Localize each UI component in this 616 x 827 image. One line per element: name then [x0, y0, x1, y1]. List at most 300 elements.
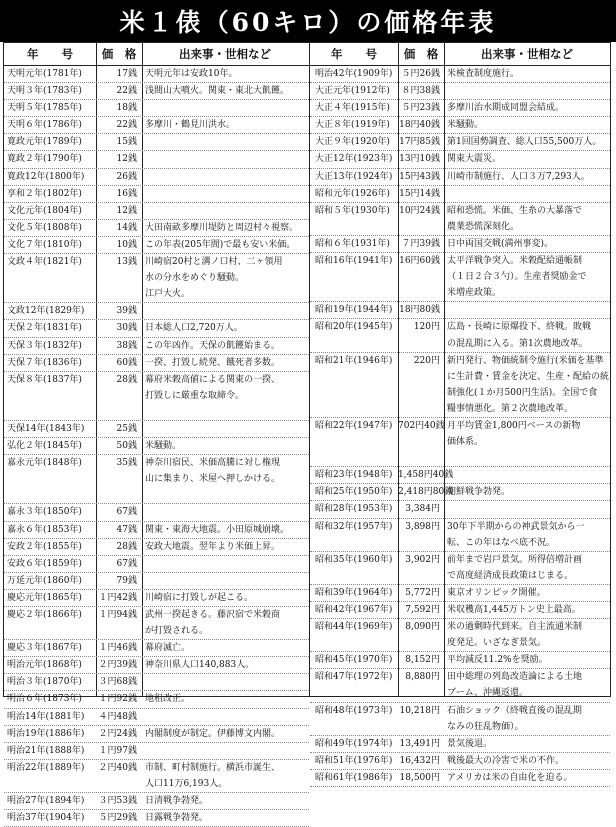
table-row	[310, 685, 610, 702]
price-cell: 28銭	[116, 541, 137, 552]
table-row	[4, 134, 309, 151]
page-title: 米１俵（60キロ）の価格年表	[119, 8, 497, 37]
table-row	[310, 385, 610, 401]
price-cell: 10銭	[116, 239, 137, 250]
price-cell: 120円	[413, 322, 440, 333]
table-row	[4, 270, 309, 286]
era-cell: 文政12年(1829年)	[7, 306, 85, 317]
era-cell: 天明６年(1786年)	[7, 120, 82, 131]
table-row	[310, 285, 610, 302]
table-row	[310, 236, 610, 253]
table-row	[310, 336, 610, 353]
event-cell: 転、この年はなべ底不況。	[447, 537, 556, 548]
price-cell: 12銭	[116, 154, 137, 165]
table-row	[310, 269, 610, 285]
era-cell: 天明３年(1783年)	[7, 86, 82, 97]
era-cell: 寛政元年(1789年)	[7, 137, 82, 148]
right-header	[310, 43, 610, 66]
event-cell: 米増産政策。	[447, 288, 502, 299]
era-cell: 昭和35年(1960年)	[315, 554, 393, 565]
price-cell: 10,218円	[399, 705, 440, 716]
table-row	[310, 585, 610, 602]
era-cell: 昭和６年(1931年)	[315, 238, 390, 249]
table-row	[4, 66, 309, 83]
era-cell: 天保７年(1836年)	[7, 357, 82, 368]
price-cell: 220円	[413, 355, 440, 366]
table-row	[4, 388, 309, 404]
price-cell: 18円40銭	[399, 120, 440, 131]
era-cell: 昭和47年(1972年)	[315, 672, 393, 683]
event-cell: 日中両国交戦(満州事変)。	[447, 238, 554, 249]
table-row	[4, 657, 309, 674]
table-row	[310, 552, 610, 568]
table-row	[4, 504, 309, 521]
era-cell: 昭和42年(1967年)	[315, 605, 393, 615]
table-row	[310, 117, 610, 134]
price-cell: １円42銭	[98, 592, 137, 603]
table-row	[4, 743, 309, 760]
event-cell: 米収穫高1,445万トン史上最高。	[447, 605, 581, 615]
price-cell: ４円48銭	[98, 711, 137, 722]
price-cell: 35銭	[116, 458, 137, 469]
era-cell: 明治22年(1889年)	[7, 762, 85, 773]
event-cell: 広島・長崎に原爆投下、終戦。敗戦	[447, 322, 592, 333]
table-row	[4, 320, 309, 337]
price-cell: 3,902円	[405, 554, 440, 565]
event-cell: この年凶作。天保の飢饉始まる。	[145, 340, 281, 351]
event-cell: で高度経済成長政策はじまる。	[447, 570, 574, 581]
price-cell: １円94銭	[98, 610, 137, 620]
price-cell: 26銭	[116, 171, 137, 182]
event-cell: （１日２合３勺）。生産者奨励金で	[447, 272, 587, 283]
event-cell: 東京オリンピック開催。	[447, 587, 546, 598]
table-row	[310, 619, 610, 635]
event-cell: 幕府米穀高値による関東の一揆、	[145, 374, 281, 385]
era-cell: 大正８年(1919年)	[315, 120, 390, 131]
price-cell: 17円85銭	[399, 137, 440, 148]
event-cell: 30年下半期からの神武景気から一	[447, 521, 585, 532]
table-row	[4, 237, 309, 254]
table-row	[310, 369, 610, 385]
era-cell: 明治37年(1904年)	[7, 813, 85, 824]
table-row	[310, 83, 610, 100]
era-cell: 天明５年(1785年)	[7, 103, 82, 114]
era-cell: 大正９年(1920年)	[315, 137, 390, 148]
event-cell: 米検査制度施行。	[447, 69, 520, 79]
price-table	[3, 42, 611, 824]
event-cell: 糧事情悪化。第２次農地改革。	[447, 403, 574, 414]
price-cell: １円97銭	[98, 745, 137, 756]
table-row	[310, 319, 610, 335]
price-cell: 17銭	[116, 69, 137, 79]
table-row	[4, 726, 309, 743]
era-cell: 昭和19年(1944年)	[315, 305, 393, 316]
era-cell: 万延元年(1860年)	[7, 575, 82, 586]
event-cell: 朝鮮戦争勃発。	[447, 487, 511, 498]
era-cell: 慶応３年(1867年)	[7, 643, 82, 654]
price-cell: 67銭	[116, 558, 137, 569]
price-cell: 10円24銭	[399, 205, 440, 216]
event-cell: 水の分水をめぐり騒動。	[145, 273, 245, 284]
price-cell: 8,152円	[405, 655, 440, 666]
table-row	[4, 776, 309, 793]
price-cell: 18銭	[116, 103, 137, 114]
table-row	[4, 487, 309, 504]
table-row	[4, 793, 309, 810]
event-cell: 川崎市制施行、人口３万7,293人。	[447, 171, 590, 182]
event-cell: 石油ショック（終戦直後の混乱期	[447, 705, 582, 716]
event-cell: 関東大震災。	[447, 154, 502, 165]
table-row	[310, 652, 610, 669]
table-row	[4, 186, 309, 203]
price-cell: 5,772円	[405, 587, 440, 598]
table-row	[4, 438, 309, 455]
price-cell: ５円23銭	[401, 103, 440, 114]
price-cell: 22銭	[116, 120, 137, 131]
event-cell: 地租改正。	[145, 694, 191, 705]
price-cell: 8,880円	[405, 672, 440, 683]
price-cell: 18円80銭	[399, 305, 440, 316]
event-cell: 安政大地震。翌年より米価上昇。	[145, 541, 281, 552]
price-cell: 14銭	[116, 222, 137, 233]
event-cell: 第1回国勢調査、総人口55,500万人。	[447, 137, 602, 148]
era-cell: 昭和20年(1945年)	[315, 322, 393, 333]
table-row	[310, 753, 610, 770]
header-event: 出来事・世相など	[179, 47, 271, 61]
price-cell: 16,432円	[399, 755, 440, 766]
event-cell: 米騒動。	[447, 120, 484, 131]
era-cell: 昭和元年(1926年)	[315, 188, 390, 199]
event-cell: 大田南畝多摩川堤防と周辺村々視察。	[145, 222, 299, 233]
event-cell: が打毀される。	[145, 626, 209, 637]
table-row	[4, 674, 309, 691]
price-cell: 39銭	[116, 306, 137, 317]
left-column	[4, 43, 310, 824]
era-cell: 昭和44年(1969年)	[315, 622, 393, 633]
event-cell: なみの狂乱物価）。	[447, 721, 524, 732]
event-cell: 江戸大火。	[145, 289, 191, 300]
table-row	[310, 450, 610, 467]
table-row	[4, 303, 309, 320]
price-cell: ８円38銭	[401, 86, 440, 97]
event-cell: 川崎宿20村と溝ノ口村、二ヶ領用	[145, 257, 283, 268]
right-column	[310, 43, 610, 783]
table-row	[4, 640, 309, 657]
price-cell: １円92銭	[98, 694, 137, 705]
event-cell: 川崎宿に打毀しが起こる。	[145, 592, 254, 603]
price-cell: 38銭	[116, 340, 137, 351]
price-cell: 7,592円	[405, 605, 440, 615]
era-cell: 大正12年(1923年)	[315, 154, 393, 165]
table-row	[4, 100, 309, 117]
table-row	[310, 703, 610, 719]
era-cell: 明治６年(1873年)	[7, 694, 82, 705]
event-cell: 制強化(１か月500円生活)。全国で食	[447, 387, 598, 398]
event-cell: 前年まで岩戸景気。所得倍増計画	[447, 554, 583, 565]
table-row	[4, 573, 309, 590]
event-cell: 戦後最大の冷害で米の不作。	[447, 755, 565, 766]
table-row	[310, 535, 610, 552]
event-cell: 田中総理の列島改造論による土地	[447, 672, 583, 683]
table-row	[310, 186, 610, 203]
era-cell: 天保８年(1837年)	[7, 374, 82, 385]
price-cell: 18,500円	[399, 772, 440, 783]
table-row	[310, 568, 610, 585]
price-cell: 13銭	[116, 257, 137, 268]
price-cell: ５円26銭	[401, 69, 440, 79]
header-price: 価 格	[101, 47, 137, 61]
table-row	[310, 484, 610, 501]
table-row	[4, 691, 309, 708]
table-row	[4, 203, 309, 220]
event-cell: この年表(205年間)で最も安い米価。	[145, 239, 296, 250]
event-cell: 度発足。いざなぎ景気。	[447, 638, 547, 649]
era-cell: 昭和51年(1976年)	[315, 755, 393, 766]
era-cell: 昭和45年(1970年)	[315, 655, 393, 666]
table-row	[310, 501, 610, 518]
title-bar	[0, 0, 616, 42]
price-cell: 13,491円	[399, 738, 440, 749]
era-cell: 天保３年(1832年)	[7, 340, 82, 351]
era-cell: 天保14年(1843年)	[7, 423, 85, 434]
era-cell: 昭和39年(1964年)	[315, 587, 393, 598]
event-cell: に生計費・賃金を決定、生産・配給の統	[447, 371, 610, 382]
table-row	[310, 169, 610, 186]
table-row	[4, 590, 309, 607]
era-cell: 弘化２年(1845年)	[7, 441, 82, 452]
table-row	[310, 100, 610, 117]
price-cell: 15円14銭	[399, 188, 440, 199]
event-cell: 多摩川治水期成同盟会結成。	[447, 103, 565, 114]
era-cell: 大正元年(1912年)	[315, 86, 390, 97]
table-row	[4, 151, 309, 168]
price-cell: ３円68銭	[98, 677, 137, 688]
table-row	[4, 372, 309, 388]
event-cell: 農業恐慌深刻化。	[447, 221, 520, 232]
table-row	[4, 220, 309, 237]
table-row	[4, 709, 309, 726]
price-cell: 22銭	[116, 86, 137, 97]
table-row	[4, 83, 309, 100]
event-cell: 日本総人口2,720万人。	[145, 323, 243, 334]
event-cell: 昭和恐慌。米価、生糸の大暴落で	[447, 205, 583, 216]
era-cell: 慶応元年(1865年)	[7, 592, 82, 603]
era-cell: 明治42年(1909年)	[315, 69, 393, 79]
era-cell: 昭和５年(1930年)	[315, 205, 390, 216]
table-row	[310, 302, 610, 319]
era-cell: 明治19年(1886年)	[7, 728, 85, 739]
event-cell: 天明元年は安政10年。	[145, 69, 238, 79]
event-cell: ブーム、沖縄返還。	[447, 688, 529, 699]
era-cell: 明治27年(1894年)	[7, 796, 85, 807]
table-row	[4, 522, 309, 539]
table-row	[4, 455, 309, 471]
event-cell: アメリカは米の自由化を迫る。	[447, 772, 573, 783]
price-cell: 28銭	[116, 374, 137, 385]
table-row	[4, 286, 309, 303]
era-cell: 昭和22年(1947年)	[315, 420, 393, 431]
era-cell: 昭和16年(1941年)	[315, 256, 393, 267]
era-cell: 文化元年(1804年)	[7, 205, 82, 216]
era-cell: 寛政12年(1800年)	[7, 171, 85, 182]
price-cell: 50銭	[116, 441, 137, 452]
table-row	[310, 602, 610, 619]
era-cell: 昭和23年(1948年)	[315, 470, 393, 481]
era-cell: 昭和49年(1974年)	[315, 738, 393, 749]
era-cell: 大正４年(1915年)	[315, 103, 390, 114]
table-row	[310, 151, 610, 168]
table-row	[310, 519, 610, 535]
price-cell: 16銭	[116, 188, 137, 199]
table-row	[4, 623, 309, 640]
era-cell: 明治21年(1888年)	[7, 745, 85, 756]
table-row	[4, 404, 309, 421]
era-cell: 昭和25年(1950年)	[315, 487, 393, 498]
event-cell: 新円発行、物価統制令施行(米価を基準	[447, 355, 604, 366]
event-cell: 人口11万6,193人。	[145, 778, 228, 789]
price-cell: 3,898円	[405, 521, 440, 532]
table-row	[4, 810, 309, 827]
price-cell: 25銭	[116, 423, 137, 434]
event-cell: 米の過剰時代到来。自主流通米制	[447, 622, 583, 633]
table-row	[310, 467, 610, 484]
era-cell: 嘉永元年(1848年)	[7, 458, 82, 469]
price-cell: 15円43銭	[399, 171, 440, 182]
header-price: 価 格	[403, 47, 439, 61]
era-cell: 安政６年(1859年)	[7, 558, 82, 569]
price-cell: ７円39銭	[401, 238, 440, 249]
event-cell: 日露戦争勃発。	[145, 813, 209, 824]
price-cell: ２円40銭	[98, 762, 137, 773]
price-cell: 15銭	[116, 137, 137, 148]
event-cell: 市制、町村制施行。横浜市誕生、	[145, 762, 281, 773]
table-row	[310, 418, 610, 434]
table-row	[310, 353, 610, 369]
event-cell: 山に集まり、米屋へ押しかける。	[145, 474, 281, 485]
price-cell: 30銭	[116, 323, 137, 334]
era-cell: 慶応２年(1866年)	[7, 610, 82, 620]
era-cell: 天保２年(1831年)	[7, 323, 82, 334]
era-cell: 昭和32年(1957年)	[315, 521, 393, 532]
price-cell: 8,090円	[405, 622, 440, 633]
event-cell: 武州一揆起きる。藤沢宿で米穀商	[145, 610, 281, 620]
price-cell: ２円39銭	[98, 660, 137, 671]
table-row	[310, 253, 610, 269]
era-cell: 昭和61年(1986年)	[315, 772, 393, 783]
table-row	[310, 134, 610, 151]
event-cell: 打毀しに厳重な取締令。	[145, 390, 245, 401]
table-row	[310, 219, 610, 236]
table-row	[310, 719, 610, 736]
era-cell: 文政４年(1821年)	[7, 257, 82, 268]
price-cell: 47銭	[116, 524, 137, 535]
table-row	[310, 736, 610, 753]
event-cell: 神奈川県人口140,883人。	[145, 660, 255, 671]
event-cell: 米騒動。	[145, 441, 182, 452]
event-cell: 多摩川・鶴見川洪水。	[145, 120, 236, 131]
era-cell: 嘉永６年(1853年)	[7, 524, 82, 535]
era-cell: 安政２年(1855年)	[7, 541, 82, 552]
era-cell: 嘉永３年(1850年)	[7, 507, 82, 518]
table-row	[4, 471, 309, 487]
era-cell: 享和２年(1802年)	[7, 188, 82, 199]
table-row	[310, 434, 610, 450]
price-cell: 16円60銭	[399, 256, 440, 267]
era-cell: 天明元年(1781年)	[7, 69, 82, 79]
event-cell: 景気後退。	[447, 738, 493, 749]
left-rows	[4, 66, 309, 827]
event-cell: 関東・東海大地震。小田原城崩壊。	[145, 524, 290, 535]
right-rows	[310, 66, 610, 787]
era-cell: 昭和28年(1953年)	[315, 504, 393, 515]
era-cell: 寛政２年(1790年)	[7, 154, 82, 165]
event-cell: 平均減反11.2%を奨励。	[447, 655, 548, 666]
header-event: 出来事・世相など	[481, 47, 573, 61]
table-row	[310, 669, 610, 685]
table-row	[4, 169, 309, 186]
table-row	[310, 401, 610, 418]
era-cell: 明治３年(1870年)	[7, 677, 82, 688]
price-cell: １円46銭	[98, 643, 137, 654]
event-cell: 太平洋戦争突入。米穀配給通帳制	[447, 256, 583, 267]
table-row	[4, 421, 309, 438]
event-cell: 浅間山大噴火。関東・東北大飢饉。	[145, 86, 290, 97]
table-row	[4, 556, 309, 573]
price-cell: ３円53銭	[98, 796, 137, 807]
era-cell: 昭和48年(1973年)	[315, 705, 393, 716]
price-cell: 2,418円80銭	[398, 487, 454, 498]
price-cell: ２円24銭	[98, 728, 137, 739]
price-cell: 12銭	[116, 205, 137, 216]
price-cell: 13円10銭	[399, 154, 440, 165]
era-cell: 文化５年(1808年)	[7, 222, 82, 233]
price-cell: 60銭	[116, 357, 137, 368]
left-header	[4, 43, 309, 66]
price-cell: 702円40銭	[398, 420, 445, 431]
price-cell: ５円29銭	[98, 813, 137, 824]
era-cell: 明治元年(1868年)	[7, 660, 82, 671]
table-row	[4, 338, 309, 355]
table-row	[4, 607, 309, 623]
table-row	[4, 539, 309, 556]
price-cell: 1,458円40銭	[398, 470, 454, 481]
era-cell: 昭和21年(1946年)	[315, 355, 393, 366]
era-cell: 大正13年(1924年)	[315, 171, 393, 182]
price-cell: 79銭	[116, 575, 137, 586]
event-cell: 幕府滅亡。	[145, 643, 191, 654]
price-cell: 67銭	[116, 507, 137, 518]
event-cell: の混乱期に入る。第1次農地改革。	[447, 338, 588, 349]
price-cell: 3,384円	[405, 504, 440, 515]
era-cell: 明治14年(1881年)	[7, 711, 85, 722]
event-cell: 価体系。	[447, 437, 484, 448]
event-cell: 神奈川宿民、米価高騰に対し権現	[145, 458, 281, 469]
table-row	[4, 254, 309, 270]
event-cell: 一揆、打毀し続発、餓死者多数。	[145, 357, 281, 368]
era-cell: 文化７年(1810年)	[7, 239, 82, 250]
table-row	[4, 760, 309, 776]
table-row	[4, 117, 309, 134]
table-row	[310, 66, 610, 83]
event-cell: 日清戦争勃発。	[145, 796, 209, 807]
table-row	[310, 203, 610, 219]
table-row	[4, 355, 309, 372]
table-row	[310, 770, 610, 787]
event-cell: 月平均賃金1,800円ベースの新物	[447, 420, 581, 431]
header-era: 年 号	[331, 47, 377, 61]
header-era: 年 号	[27, 47, 73, 61]
table-row	[310, 635, 610, 652]
